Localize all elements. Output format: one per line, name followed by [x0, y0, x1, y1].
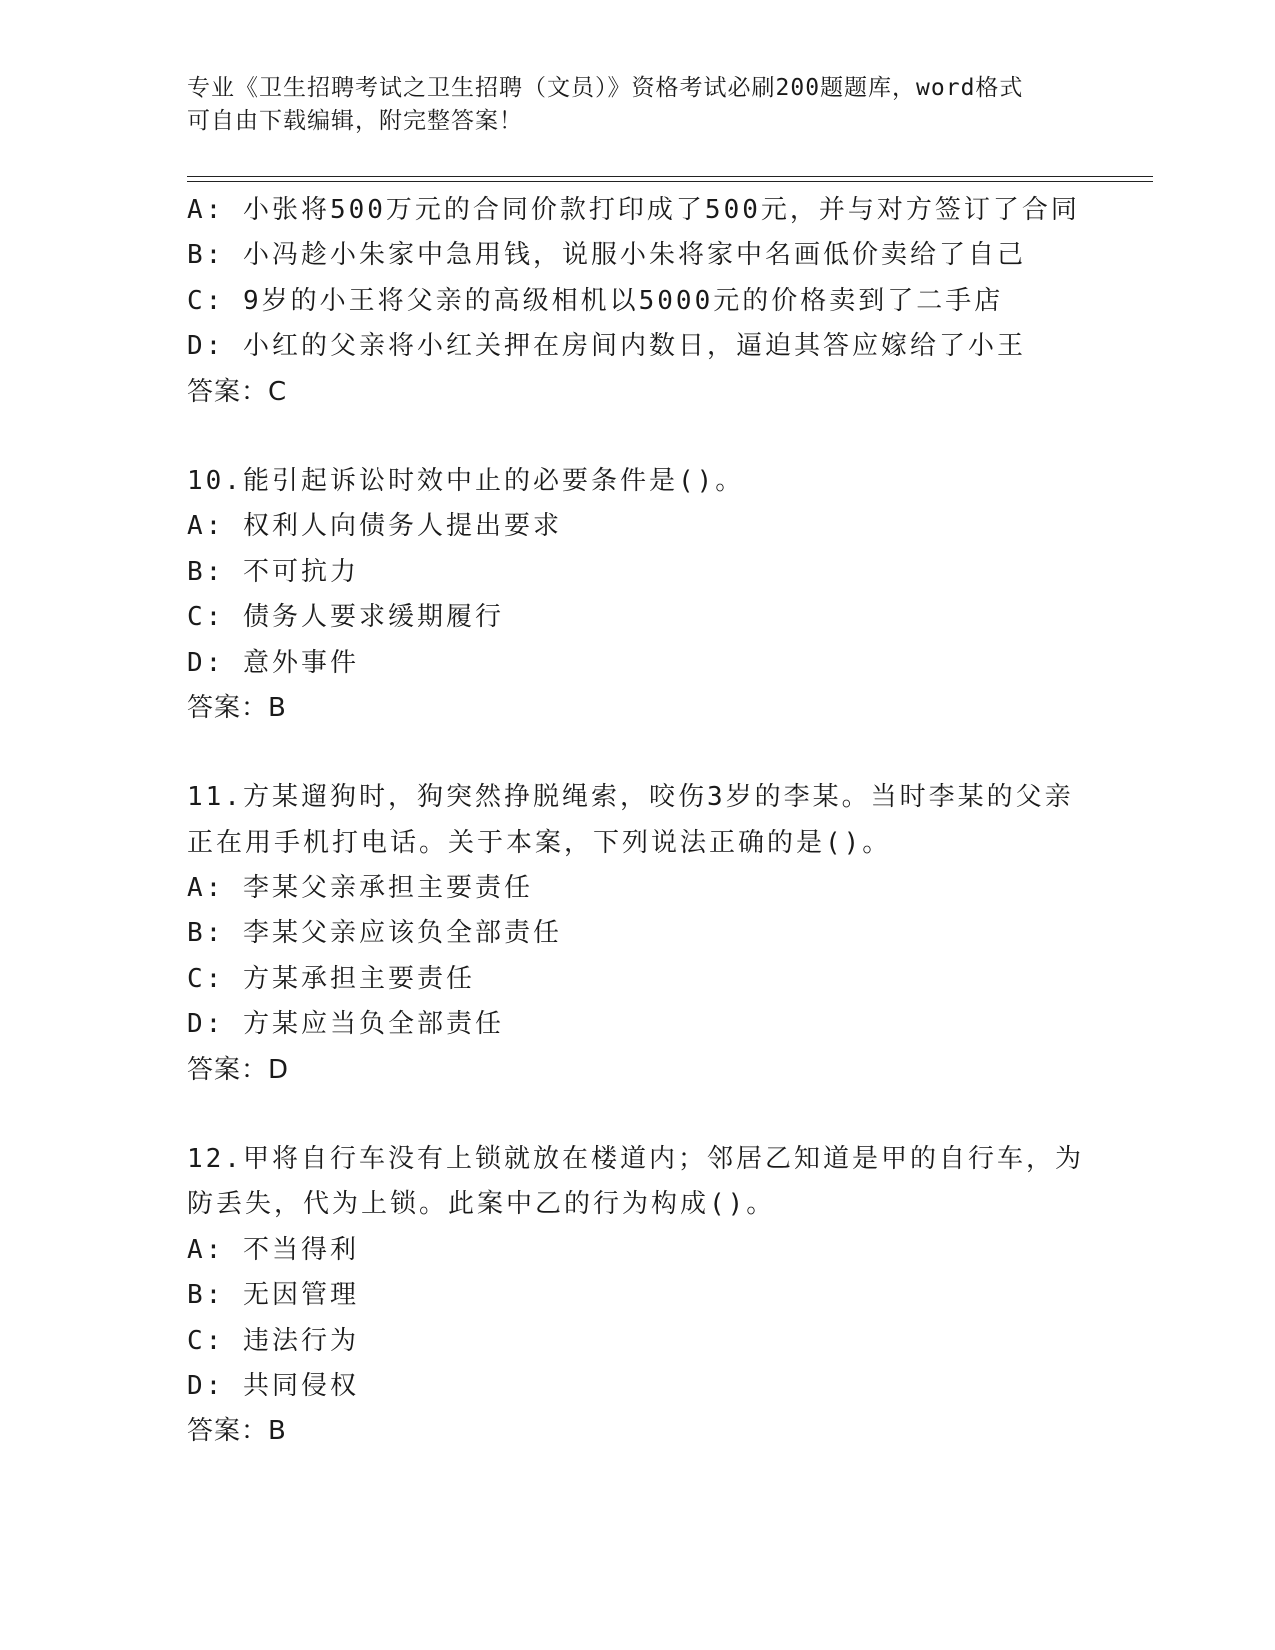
header-divider-top [187, 176, 1153, 177]
option-b: B: 小冯趁小朱家中急用钱，说服小朱将家中名画低价卖给了自己 [187, 240, 1026, 271]
document-header [187, 72, 1067, 138]
option-d: D: 意外事件 [187, 647, 359, 678]
option-d: D: 方某应当负全部责任 [187, 1009, 504, 1040]
block-spacer [187, 415, 1087, 459]
header-divider-bottom [187, 181, 1153, 182]
option-d: D: 小红的父亲将小红关押在房间内数日，逼迫其答应嫁给了小王 [187, 331, 1026, 362]
option-c: C: 债务人要求缓期履行 [187, 602, 504, 633]
question-text-line-1: 11.方某遛狗时，狗突然挣脱绳索，咬伤3岁的李某。当时李某的父亲 [187, 782, 1074, 813]
question-block-9 [187, 188, 1087, 415]
option-c: C: 方某承担主要责任 [187, 963, 475, 994]
option-a: A: 权利人向债务人提出要求 [187, 511, 562, 542]
question-text-line-2: 正在用手机打电话。关于本案，下列说法正确的是()。 [187, 827, 892, 858]
answer-label: 答案：C [187, 376, 288, 407]
question-text: 10.能引起诉讼时效中止的必要条件是()。 [187, 465, 745, 496]
block-spacer [187, 1093, 1087, 1137]
option-c: C: 9岁的小王将父亲的高级相机以5000元的价格卖到了二手店 [187, 285, 1004, 316]
question-list [187, 188, 1087, 1455]
answer-label: 答案：B [187, 1416, 287, 1447]
option-a: A: 李某父亲承担主要责任 [187, 873, 533, 904]
question-text-line-2: 防丢失，代为上锁。此案中乙的行为构成()。 [187, 1189, 776, 1220]
option-b: B: 李某父亲应该负全部责任 [187, 918, 562, 949]
answer-label: 答案：B [187, 692, 287, 723]
option-a: A: 不当得利 [187, 1234, 359, 1265]
question-block-10 [187, 459, 1087, 731]
option-d: D: 共同侵权 [187, 1370, 359, 1401]
question-block-11 [187, 775, 1087, 1093]
block-spacer [187, 731, 1087, 775]
option-b: B: 无因管理 [187, 1280, 359, 1311]
answer-label: 答案：D [187, 1054, 290, 1085]
option-b: B: 不可抗力 [187, 556, 359, 587]
option-a: A: 小张将500万元的合同价款打印成了500元，并与对方签订了合同 [187, 195, 1080, 225]
header-title-line-2: 可自由下载编辑，附完整答案！ [187, 108, 523, 134]
question-block-12 [187, 1137, 1087, 1455]
question-text-line-1: 12.甲将自行车没有上锁就放在楼道内；邻居乙知道是甲的自行车，为 [187, 1144, 1084, 1175]
option-c: C: 违法行为 [187, 1325, 359, 1356]
header-title-line-1: 专业《卫生招聘考试之卫生招聘（文员）》资格考试必刷200题题库，word格式 [187, 75, 1024, 101]
